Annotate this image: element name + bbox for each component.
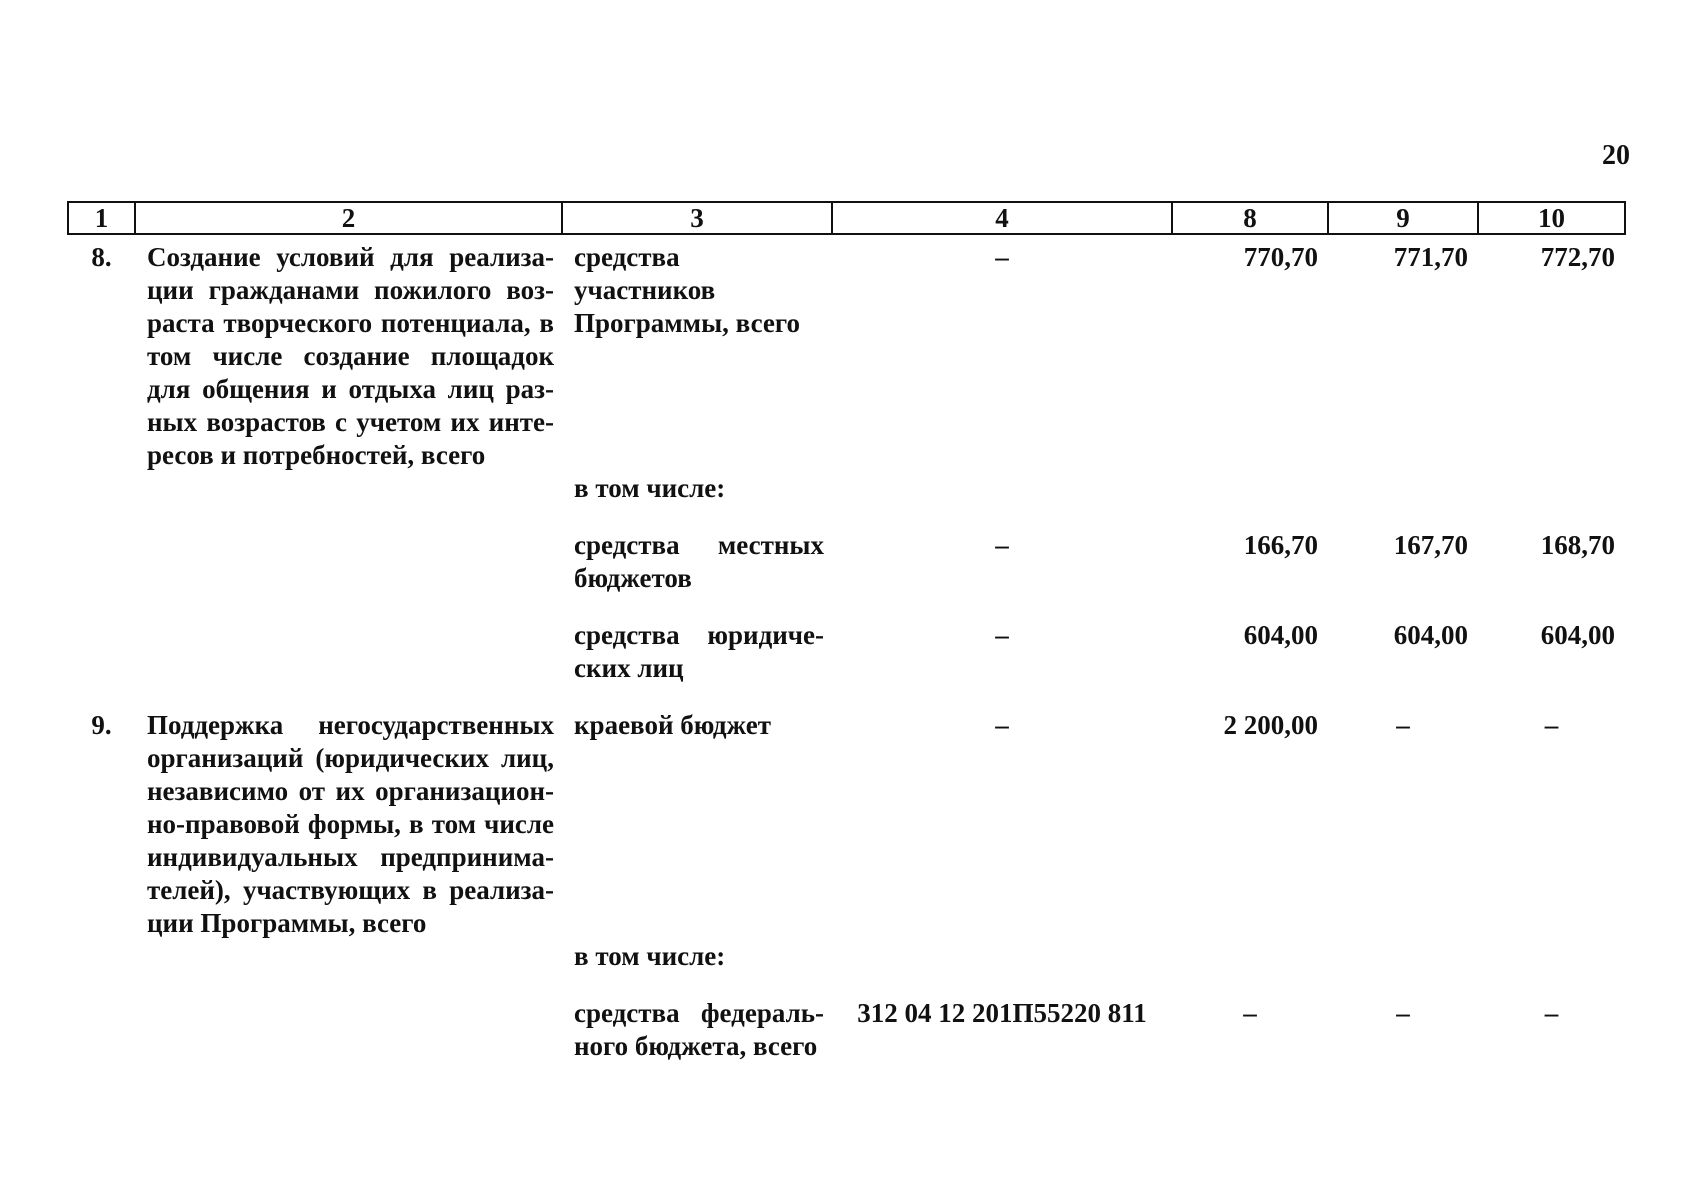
value-col-8 <box>1172 940 1328 973</box>
item-name <box>135 613 562 685</box>
value-col-9: 167,70 <box>1393 530 1468 560</box>
value-col-9: – <box>1396 710 1410 740</box>
column-header: 1 <box>68 202 135 234</box>
funding-source: в том числе: <box>574 473 726 503</box>
item-number: 8. <box>91 242 112 272</box>
table-row <box>68 472 1625 505</box>
column-header: 4 <box>832 202 1172 234</box>
budget-code: – <box>995 710 1009 740</box>
item-number <box>68 991 135 1063</box>
table-row <box>68 523 1625 595</box>
budget-code: – <box>995 620 1009 650</box>
value-col-9 <box>1328 472 1478 505</box>
column-header: 8 <box>1172 202 1328 234</box>
column-header: 10 <box>1478 202 1625 234</box>
funding-source: средства местных бюджетов <box>574 530 824 593</box>
item-number <box>68 523 135 595</box>
value-col-9: 771,70 <box>1393 242 1468 272</box>
funding-source: в том числе: <box>574 941 726 971</box>
item-number <box>68 472 135 505</box>
table-row <box>68 991 1625 1063</box>
item-number: 9. <box>91 710 112 740</box>
funding-source: средства федераль-ного бюджета, всего <box>574 998 824 1061</box>
value-col-10 <box>1478 940 1625 973</box>
item-name: Поддержка негосударственных организаций (юридических лиц, независимо от их организацион-но-правовой формы, в том числе индивидуальных предпринима-телей), участвующих в реализа-ции Программы, всего <box>147 710 554 938</box>
value-col-8: 770,70 <box>1243 242 1318 272</box>
value-col-10: – <box>1544 710 1559 740</box>
column-header: 3 <box>562 202 832 234</box>
value-col-9 <box>1328 940 1478 973</box>
table-row <box>68 940 1625 973</box>
item-name <box>135 991 562 1063</box>
budget-code: – <box>995 530 1009 560</box>
funding-source: средства юридиче-ских лиц <box>574 620 824 683</box>
table-row <box>68 613 1625 685</box>
value-col-10 <box>1478 472 1625 505</box>
value-col-10: – <box>1544 998 1559 1028</box>
item-name <box>135 940 562 973</box>
value-col-8: – <box>1243 998 1257 1028</box>
budget-table <box>67 201 1626 1063</box>
value-col-8: 604,00 <box>1243 620 1318 650</box>
value-col-10: 168,70 <box>1540 530 1615 560</box>
budget-code <box>832 940 1172 973</box>
item-name <box>135 523 562 595</box>
column-header: 9 <box>1328 202 1478 234</box>
column-number-row <box>68 202 1625 234</box>
value-col-10: 772,70 <box>1540 242 1615 272</box>
budget-code <box>832 472 1172 505</box>
value-col-8: 166,70 <box>1243 530 1318 560</box>
funding-source: средства участников Программы, всего <box>574 242 800 338</box>
value-col-9: – <box>1396 998 1410 1028</box>
item-name <box>135 472 562 505</box>
budget-code: 312 04 12 201П55220 811 <box>857 998 1147 1028</box>
table-row <box>68 703 1625 940</box>
funding-source: краевой бюджет <box>574 710 771 740</box>
item-number <box>68 940 135 973</box>
value-col-9: 604,00 <box>1393 620 1468 650</box>
value-col-8 <box>1172 472 1328 505</box>
item-name: Создание условий для реализа-ции гражданами пожилого воз-раста творческого потенциала, в том числе создание площадок для общения и отдыха лиц раз-ных возрастов с учетом их инте-ресов и потребностей, всего <box>147 242 554 470</box>
column-header: 2 <box>135 202 562 234</box>
value-col-10: 604,00 <box>1540 620 1615 650</box>
page-number: 20 <box>1602 140 1630 171</box>
budget-code: – <box>995 242 1009 272</box>
table-row <box>68 234 1625 472</box>
value-col-8: 2 200,00 <box>1223 710 1318 740</box>
item-number <box>68 613 135 685</box>
